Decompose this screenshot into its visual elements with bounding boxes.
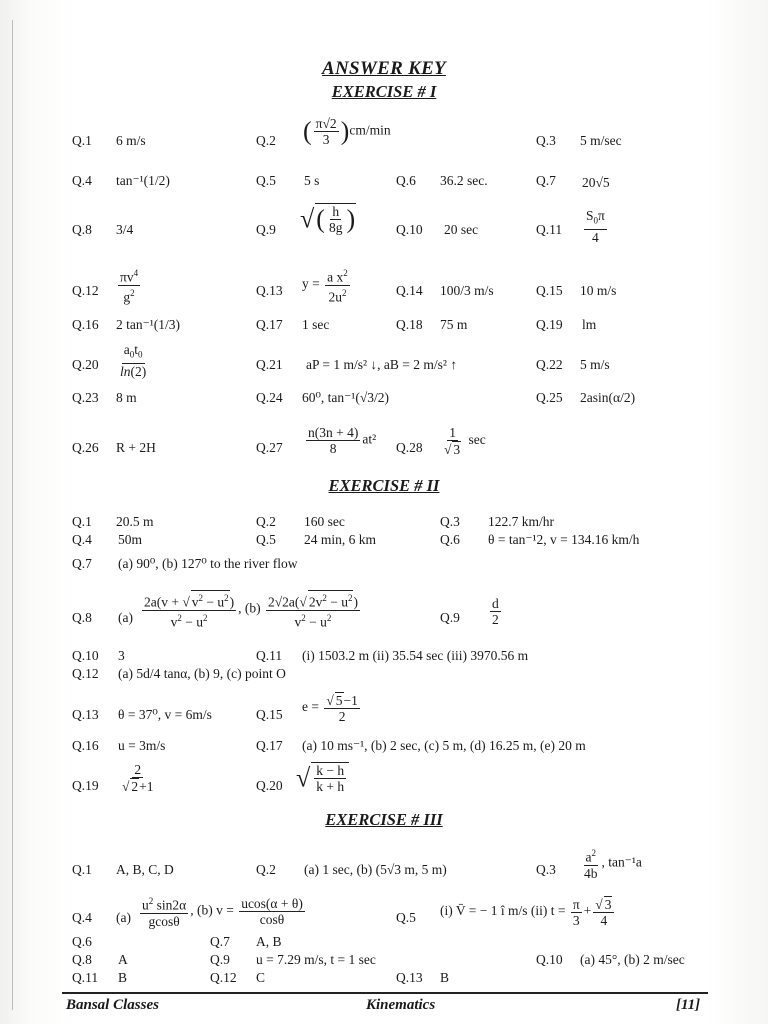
q-label: Q.18 xyxy=(396,317,423,332)
answer: 100/3 m/s xyxy=(440,283,494,298)
q-label: Q.14 xyxy=(396,283,423,298)
q-label: Q.12 xyxy=(210,970,237,985)
answer: 24 min, 6 km xyxy=(304,532,377,547)
q-label: Q.10 xyxy=(72,648,99,663)
answer: R + 2H xyxy=(116,440,156,455)
answer: A, B xyxy=(256,934,282,949)
q-label: Q.13 xyxy=(396,970,423,985)
q-label: Q.24 xyxy=(256,390,283,405)
q-label: Q.12 xyxy=(72,283,99,298)
q-label: Q.27 xyxy=(256,440,283,455)
answer: (i) 1503.2 m (ii) 35.54 sec (iii) 3970.56 m xyxy=(302,648,529,663)
answer: 5 m/s xyxy=(580,357,610,372)
q-label: Q.10 xyxy=(396,222,423,237)
q-label: Q.13 xyxy=(256,283,283,298)
q-label: Q.9 xyxy=(210,952,230,967)
q-label: Q.19 xyxy=(72,778,99,793)
answer-formula-d-2: $\frac{d}{2}$ xyxy=(492,596,499,627)
q-label: Q.17 xyxy=(256,738,283,753)
answer: 5 s xyxy=(304,173,320,188)
footer-page-number: [11] xyxy=(676,997,701,1013)
answer: 122.7 km/hr xyxy=(488,514,554,529)
answer: (a) 10 ms⁻¹, (b) 2 sec, (c) 5 m, (d) 16.25 m, (e) 20 m xyxy=(302,738,586,753)
answer: 160 sec xyxy=(304,514,345,529)
answer-formula-sqrt-h-8g: √( $\frac{h}{8g}$ ) xyxy=(300,204,356,235)
answer-formula-a0t0-ln2: $\frac{a_0t_0}{\ln(2)}$ xyxy=(120,342,147,379)
answer: B xyxy=(440,970,450,985)
answer: C xyxy=(256,970,266,985)
q-label: Q.6 xyxy=(72,934,92,949)
answer: u = 7.29 m/s, t = 1 sec xyxy=(256,952,376,967)
q-label: Q.11 xyxy=(72,970,99,985)
answer: 50m xyxy=(118,532,143,547)
answer: , tan⁻¹a xyxy=(601,854,642,870)
answer: θ = 37⁰, v = 6m/s xyxy=(118,707,212,722)
answer: (a) 5d/4 tanα, (b) 9, (c) point O xyxy=(118,666,286,681)
q-label: Q.23 xyxy=(72,390,99,405)
q-label: Q.2 xyxy=(256,514,276,529)
answer: (a) 1 sec, (b) (5√3 m, 5 m) xyxy=(304,862,447,877)
q-label: Q.6 xyxy=(396,173,416,188)
q-label: Q.5 xyxy=(256,532,276,547)
answer-formula: ( $\frac{\pi√2}{3}$ )cm/min xyxy=(303,116,391,147)
q-label: Q.25 xyxy=(536,390,563,405)
answer: 5 m/sec xyxy=(580,133,622,148)
answer: 3 xyxy=(118,648,125,663)
q-label: Q.7 xyxy=(72,556,92,571)
answer: at² xyxy=(362,431,377,447)
answer: 20.5 m xyxy=(116,514,154,529)
q-label: Q.9 xyxy=(440,610,460,625)
answer: aP = 1 m/s² ↓, aB = 2 m/s² ↑ xyxy=(306,357,458,372)
q-label: Q.3 xyxy=(536,862,556,877)
footer-rule xyxy=(62,992,708,994)
answer-formula: $\frac{1}{√ 3}$ sec xyxy=(444,425,486,457)
q-label: Q.13 xyxy=(72,707,99,722)
answer: 20 sec xyxy=(444,222,479,237)
q-label: Q.7 xyxy=(210,934,230,949)
q-label: Q.19 xyxy=(536,317,563,332)
q-label: Q.9 xyxy=(256,222,276,237)
q-label: Q.8 xyxy=(72,610,92,625)
answer: tan⁻¹(1/2) xyxy=(116,173,170,188)
answer: cm/min xyxy=(349,122,391,138)
answer: 2asin(α/2) xyxy=(580,390,636,405)
q-label: Q.4 xyxy=(72,532,92,547)
answer-formula: $\frac{n(3n + 4)}{8}$ at² xyxy=(308,425,377,456)
q-label: Q.12 xyxy=(72,666,99,681)
exercise-1-heading: EXERCISE # I xyxy=(331,82,437,101)
q-label: Q.28 xyxy=(396,440,423,455)
answer-formula-q4: $\frac{u^2 \sin 2\alpha}{gcos\theta}$ , (b) v = $\frac{ucos(\alpha + \theta)}{\cos\theta}$ xyxy=(142,895,303,929)
answer: 20√5 xyxy=(582,175,610,190)
answer: lm xyxy=(582,317,597,332)
answer: 36.2 sec. xyxy=(440,173,488,188)
exercise-3-heading: EXERCISE # III xyxy=(325,810,443,829)
answer-formula-sqrt-k-h: √ $\frac{k - h}{k + h}$ xyxy=(296,762,349,794)
q-label: Q.5 xyxy=(256,173,276,188)
q-label: Q.2 xyxy=(256,133,276,148)
q-label: Q.4 xyxy=(72,910,92,925)
exercise-2-heading: EXERCISE # II xyxy=(328,476,440,495)
footer-publisher: Bansal Classes xyxy=(66,997,159,1013)
answer: 75 m xyxy=(440,317,468,332)
answer-formula: e = $\frac{√ 5-1}{2}$ xyxy=(302,693,358,724)
q-label: Q.1 xyxy=(72,514,92,529)
answer: 60⁰, tan⁻¹(√3/2) xyxy=(302,390,389,405)
answer: A xyxy=(118,952,128,967)
answer: u = 3m/s xyxy=(118,738,166,753)
q-label: Q.8 xyxy=(72,952,92,967)
q-label: Q.8 xyxy=(72,222,92,237)
answer-formula: (i) V̄ = − 1 î m/s (ii) t = $\frac{\pi}{3}$ + $\frac{√ 3}{4}$ xyxy=(440,896,616,928)
q-label: Q.21 xyxy=(256,357,283,372)
answer-formula-piv4-g2: $\frac{\pi v^4}{g^2}$ xyxy=(120,268,139,304)
q-label: Q.3 xyxy=(440,514,460,529)
q-label: Q.20 xyxy=(256,778,283,793)
q-label: Q.1 xyxy=(72,862,92,877)
answer: 6 m/s xyxy=(116,133,146,148)
q-label: Q.15 xyxy=(256,707,283,722)
q-label: Q.26 xyxy=(72,440,99,455)
answer-formula: y = $\frac{a x^2}{2u^2}$ xyxy=(302,268,348,304)
footer-chapter: Kinematics xyxy=(366,997,436,1013)
answer: (a) 90⁰, (b) 127⁰ to the river flow xyxy=(118,556,298,571)
answer: e = xyxy=(302,699,319,715)
q-label: Q.7 xyxy=(536,173,556,188)
q-label: Q.3 xyxy=(536,133,556,148)
answer-formula-q8a: $\frac{2a(v + √ v^2 - u^2)}{v^2 - u^2}$ , (b) $\frac{2√2a(√ 2v^2 - u^2)}{v^2 - u^2}$ xyxy=(140,590,362,629)
answer: 2 tan⁻¹(1/3) xyxy=(116,317,181,332)
q-label: Q.16 xyxy=(72,317,99,332)
q-label: Q.6 xyxy=(440,532,460,547)
q-label: Q.15 xyxy=(536,283,563,298)
answer: 10 m/s xyxy=(580,283,617,298)
q-label: Q.1 xyxy=(72,133,92,148)
q-label: Q.16 xyxy=(72,738,99,753)
answer: B xyxy=(118,970,128,985)
answer: sec xyxy=(468,432,486,448)
page-title: ANSWER KEY xyxy=(322,58,446,79)
answer-formula: $\frac{a^2}{4b}$ , tan⁻¹a xyxy=(584,848,642,881)
answer: 3/4 xyxy=(116,222,134,237)
q-label: Q.22 xyxy=(536,357,563,372)
q-label: Q.11 xyxy=(536,222,563,237)
q-label: Q.20 xyxy=(72,357,99,372)
answer: (a) xyxy=(118,610,133,625)
q-label: Q.4 xyxy=(72,173,92,188)
answer: θ = tan⁻¹2, v = 134.16 km/h xyxy=(488,532,640,547)
answer: (i) V̄ = − 1 î m/s (ii) t = xyxy=(440,903,566,919)
answer-formula-s0pi-4: $\frac{S_0\pi}{4}$ xyxy=(586,208,605,245)
answer-formula-2-root2plus1: $\frac{2}{√ 2+1}$ xyxy=(122,762,154,794)
answer: 1 sec xyxy=(302,317,330,332)
q-label: Q.2 xyxy=(256,862,276,877)
q-label: Q.11 xyxy=(256,648,283,663)
q-label: Q.5 xyxy=(396,910,416,925)
answer: y = xyxy=(302,276,320,292)
answer: A, B, C, D xyxy=(116,862,174,877)
page-margin-line xyxy=(12,20,13,1010)
answer: (a) 45°, (b) 2 m/sec xyxy=(580,952,685,967)
answer: 8 m xyxy=(116,390,137,405)
q-label: Q.10 xyxy=(536,952,563,967)
q-label: Q.17 xyxy=(256,317,283,332)
answer: (a) xyxy=(116,910,131,925)
